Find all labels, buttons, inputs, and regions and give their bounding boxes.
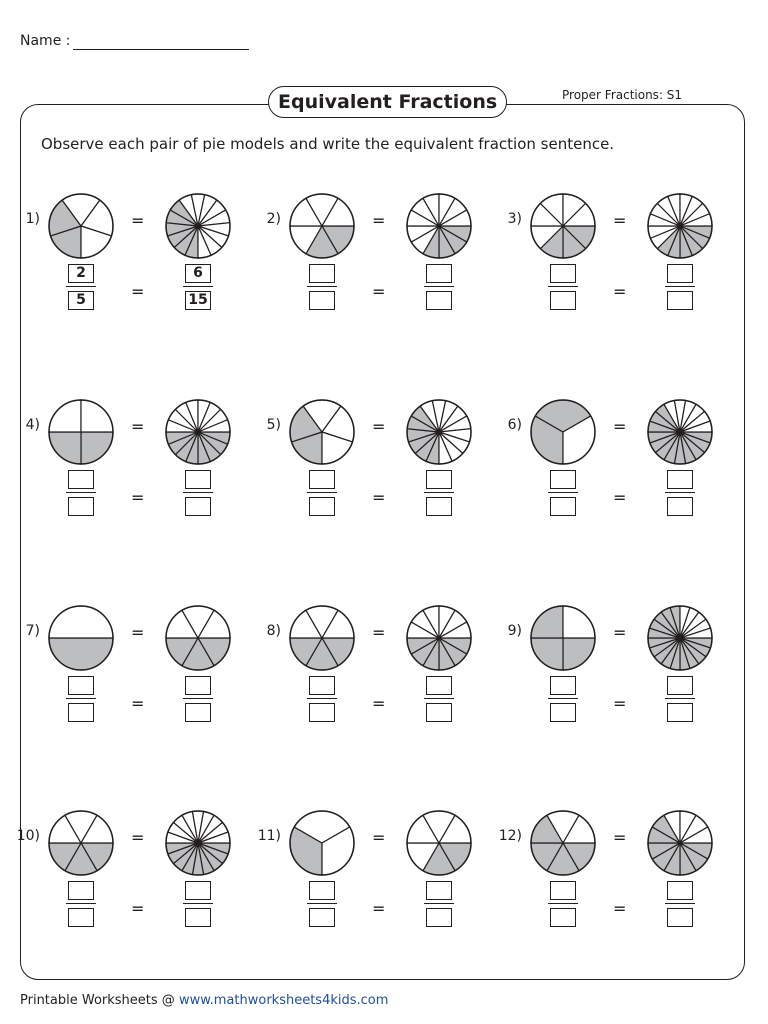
fraction [183,881,213,937]
fraction [424,676,454,732]
equals-sign: = [372,282,386,301]
numerator-box[interactable] [68,470,94,489]
numerator-box[interactable] [426,676,452,695]
problem-2 [253,206,473,346]
denominator-box[interactable] [426,908,452,927]
equals-sign: = [131,694,145,713]
denominator-box[interactable] [667,291,693,310]
problem-number: 8) [266,623,281,639]
numerator-box[interactable] [550,881,576,900]
numerator-box[interactable] [426,264,452,283]
equals-sign: = [613,488,627,507]
problem-number: 1) [25,211,40,227]
name-label: Name : [20,33,71,49]
denominator-box[interactable] [309,703,335,722]
denominator-box[interactable] [550,703,576,722]
problem-number: 3) [507,211,522,227]
pie-model-right [646,192,714,260]
denominator-box[interactable]: 5 [68,291,94,310]
worksheet-subtitle: Proper Fractions: S1 [562,88,683,102]
fraction-bar [548,492,578,493]
equals-sign: = [613,899,627,918]
fraction [665,470,695,526]
denominator-box[interactable] [667,908,693,927]
equals-sign: = [131,417,145,436]
numerator-box[interactable] [185,676,211,695]
pie-model-right [405,398,473,466]
fraction-bar [66,903,96,904]
pie-model-left [47,604,115,672]
equals-sign: = [131,211,145,230]
pie-model-left [47,192,115,260]
numerator-box[interactable] [426,881,452,900]
fraction [307,264,337,320]
problem-number: 2) [266,211,281,227]
problem-3 [494,206,714,346]
pie-sector-shaded [49,638,113,670]
pie-model-left [529,192,597,260]
pie-model-left [529,398,597,466]
pie-model-left [288,192,356,260]
problem-number: 4) [25,417,40,433]
pie-model-right [164,604,232,672]
denominator-box[interactable] [667,703,693,722]
fraction [183,470,213,526]
denominator-box[interactable] [550,497,576,516]
fraction [66,881,96,937]
numerator-box[interactable] [550,676,576,695]
pie-model-left [47,809,115,877]
numerator-box[interactable] [426,470,452,489]
numerator-box[interactable]: 6 [185,264,211,283]
problem-10 [12,823,232,963]
fraction [183,676,213,732]
pie-model-right [164,398,232,466]
problem-8 [253,618,473,758]
footer-link[interactable]: www.mathworksheets4kids.com [178,993,389,1008]
fraction-bar [307,492,337,493]
fraction [424,470,454,526]
denominator-box[interactable] [309,497,335,516]
fraction-bar [183,903,213,904]
problem-number: 12) [498,828,522,844]
fraction [307,881,337,937]
equals-sign: = [372,488,386,507]
fraction-bar [66,698,96,699]
problem-1 [12,206,232,346]
fraction [548,676,578,732]
equals-sign: = [372,211,386,230]
fraction-bar [424,286,454,287]
denominator-box[interactable] [309,291,335,310]
fraction-bar [66,492,96,493]
denominator-box[interactable] [68,703,94,722]
denominator-box[interactable] [309,908,335,927]
numerator-box[interactable] [550,470,576,489]
numerator-box[interactable] [667,676,693,695]
fraction-bar [424,492,454,493]
pie-sector [49,606,113,638]
fraction [183,264,213,320]
fraction-bar [424,698,454,699]
fraction-bar [548,286,578,287]
numerator-box[interactable] [309,264,335,283]
problem-number: 9) [507,623,522,639]
equals-sign: = [613,828,627,847]
equals-sign: = [131,282,145,301]
problem-12 [494,823,714,963]
equals-sign: = [131,828,145,847]
numerator-box[interactable] [185,470,211,489]
problem-6 [494,412,714,552]
pie-model-right [405,192,473,260]
equals-sign: = [372,694,386,713]
equals-sign: = [613,211,627,230]
denominator-box[interactable] [667,497,693,516]
pie-model-right [646,398,714,466]
pie-model-left [529,604,597,672]
problem-number: 10) [16,828,40,844]
equals-sign: = [613,623,627,642]
pie-model-left [47,398,115,466]
numerator-box[interactable] [667,470,693,489]
fraction-bar [665,286,695,287]
equals-sign: = [131,488,145,507]
denominator-box[interactable] [426,497,452,516]
fraction-bar [548,903,578,904]
fraction-bar [183,286,213,287]
equals-sign: = [613,417,627,436]
pie-model-right [646,604,714,672]
name-line[interactable] [73,49,249,50]
pie-model-right [405,809,473,877]
pie-model-right [646,809,714,877]
fraction-bar [665,698,695,699]
fraction [548,470,578,526]
numerator-box[interactable] [309,470,335,489]
fraction [665,264,695,320]
fraction-bar [66,286,96,287]
numerator-box[interactable] [667,881,693,900]
fraction [66,470,96,526]
fraction [548,881,578,937]
pie-model-right [405,604,473,672]
fraction [66,264,96,320]
pie-model-right [164,192,232,260]
equals-sign: = [613,694,627,713]
fraction-bar [307,698,337,699]
numerator-box[interactable] [68,881,94,900]
denominator-box[interactable] [185,497,211,516]
problem-number: 7) [25,623,40,639]
fraction [665,676,695,732]
denominator-box[interactable] [185,703,211,722]
equals-sign: = [372,623,386,642]
problem-number: 6) [507,417,522,433]
fraction [66,676,96,732]
fraction-bar [665,492,695,493]
denominator-box[interactable] [426,703,452,722]
problem-9 [494,618,714,758]
equals-sign: = [372,417,386,436]
fraction [424,264,454,320]
fraction [424,881,454,937]
fraction-bar [183,698,213,699]
fraction [307,470,337,526]
numerator-box[interactable] [309,881,335,900]
denominator-box[interactable] [68,908,94,927]
numerator-box[interactable] [68,676,94,695]
fraction-bar [424,903,454,904]
pie-model-left [288,398,356,466]
numerator-box[interactable] [309,676,335,695]
fraction-bar [307,286,337,287]
numerator-box[interactable] [667,264,693,283]
footer-prefix: Printable Worksheets @ [20,993,179,1008]
fraction [665,881,695,937]
denominator-box[interactable]: 15 [185,291,211,310]
equals-sign: = [372,828,386,847]
instructions: Observe each pair of pie models and write the equivalent fraction sentence. [41,135,615,153]
fraction-bar [183,492,213,493]
denominator-box[interactable] [550,291,576,310]
problem-7 [12,618,232,758]
numerator-box[interactable] [185,881,211,900]
problem-11 [253,823,473,963]
fraction-bar [665,903,695,904]
denominator-box[interactable] [426,291,452,310]
problem-5 [253,412,473,552]
problem-number: 5) [266,417,281,433]
denominator-box[interactable] [185,908,211,927]
equals-sign: = [613,282,627,301]
problem-4 [12,412,232,552]
denominator-box[interactable] [68,497,94,516]
footer [20,993,388,1008]
numerator-box[interactable] [550,264,576,283]
pie-model-left [288,604,356,672]
pie-model-left [288,809,356,877]
equals-sign: = [131,899,145,918]
fraction [307,676,337,732]
pie-model-left [529,809,597,877]
fraction-bar [307,903,337,904]
worksheet-title: Equivalent Fractions [268,86,507,118]
pie-model-right [164,809,232,877]
fraction [548,264,578,320]
denominator-box[interactable] [550,908,576,927]
numerator-box[interactable]: 2 [68,264,94,283]
equals-sign: = [131,623,145,642]
equals-sign: = [372,899,386,918]
problem-number: 11) [257,828,281,844]
fraction-bar [548,698,578,699]
